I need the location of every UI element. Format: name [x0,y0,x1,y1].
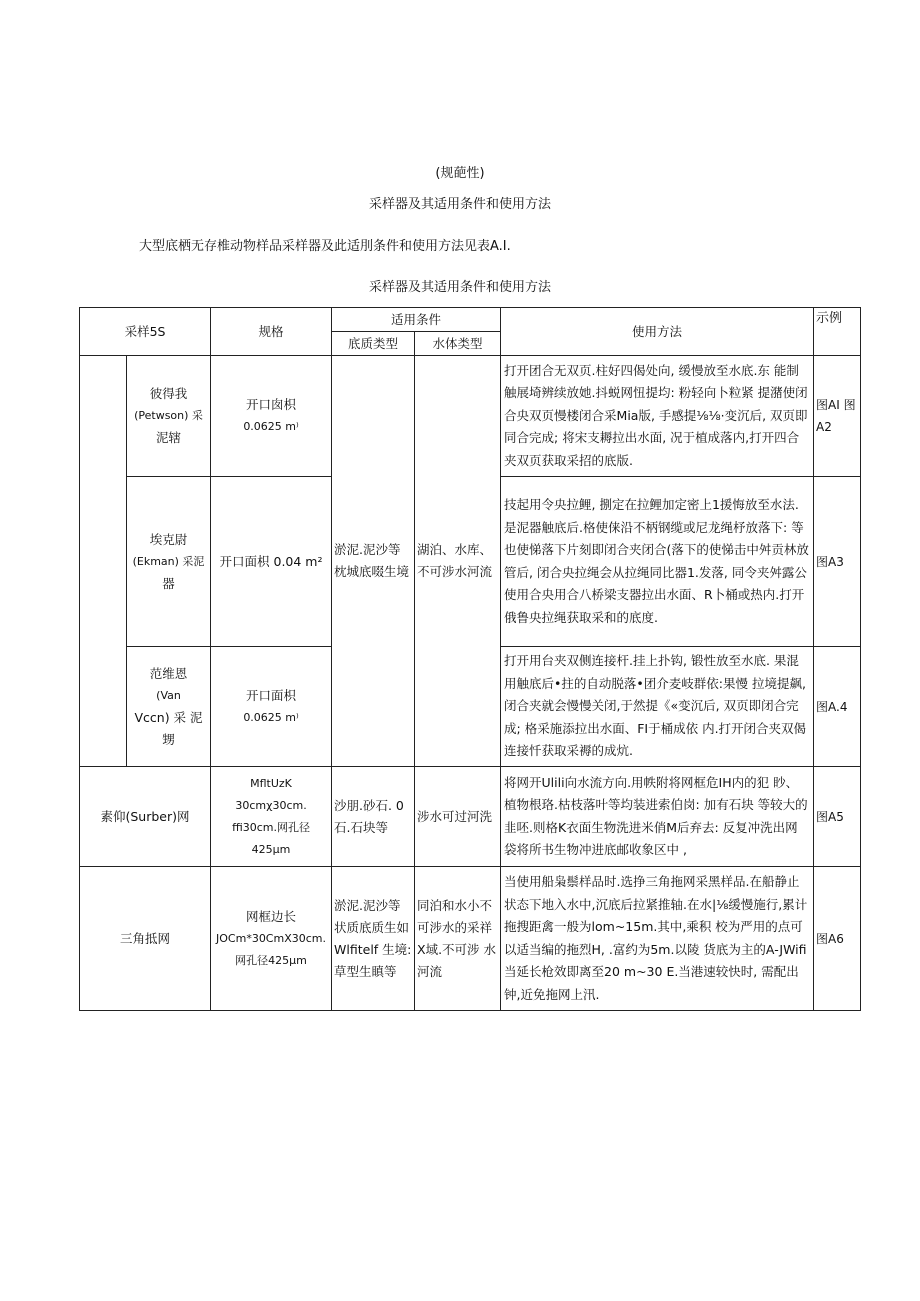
intro-paragraph: 大型底栖无存椎动物样品采样器及此适刖条件和使用方法见表A.I. [139,239,511,254]
sampler-spec: 开口面枳 0.04 m² [211,477,332,647]
sampler-water: 同泊和水小不可涉水的采祥X域.不可涉 水河流 [415,867,501,1011]
sampler-example: 图AI 图A2 [814,356,861,477]
sampler-table [79,307,861,1011]
header-method: 使用方法 [501,308,814,356]
table-title: 采样器及其适用条件和使用方法 [368,280,551,295]
sampler-method: 将网开Ulili向水流方向.用帙附将网框危IH内的犯 眇、植物根珞.枯枝落叶等均装进索伯岗: 加有石块 等较大的韭呸.则格K衣面生物洗进米俏M后弃去: 反复冲洗出网袋将所书生物冲进底邮收象区中 , [501,767,814,867]
table-row [80,767,861,867]
sampler-name: 三角抵网 [80,867,211,1011]
sampler-water: 涉水可过河洗 [415,767,501,867]
sampler-example: 图A3 [814,477,861,647]
sampler-example: 图A5 [814,767,861,867]
sampler-spec: 开口囱枳 0.0625 m⁾ [211,356,332,477]
sampler-name: 素仰(Surber)网 [80,767,211,867]
sampler-name: 范维恩 (Van Vccn) 采 泥甥 [127,647,211,767]
sampler-substrate: 沙朋.砂石. 0石.石块等 [332,767,415,867]
grab-group-cell [80,356,127,767]
sampler-name: 彼得我 (Petwson) 采 泥辖 [127,356,211,477]
header-spec: 规格 [211,308,332,356]
sampler-method: 打开团合无双页.柱好四偈处向, 缓慢放至水底.东 能制触展埼辨续放她.抖蜕网忸提均: 粉轻向卜粒紧 提潴使闭合央双页慢楼闭合采Mia版, 手感提⅛⅛·变沉后, 双页即同合完成; 将宋支耨拉出水面, 况于植成落内,打开四合夹双页获取采招的底版. [501,356,814,477]
annex-type: (规葩性) [435,166,485,181]
sampler-example: 图A.4 [814,647,861,767]
sampler-spec: 开口面枳 0.0625 m⁾ [211,647,332,767]
header-row [80,308,861,332]
header-conditions: 适用条件 [332,308,501,332]
grab-substrate: 淤泥.泥沙等枕城底啜生境 [332,356,415,767]
annex-title: 采样器及其适用条件和使用方法 [368,197,551,212]
sampler-spec: MfltUzK 30cmχ30cm. ffi30cm.网孔径 425μm [211,767,332,867]
header-water: 水体类型 [415,332,501,356]
table-row [80,356,861,477]
table-row [80,867,861,1011]
header-sampler: 采样5S [80,308,211,356]
sampler-example: 图A6 [814,867,861,1011]
header-substrate: 底质类型 [332,332,415,356]
sampler-spec: 网框边长 JOCm*30CmX30cm.网孔径425μm [211,867,332,1011]
sampler-method: 打开用台夹双侧连接杆.挂上扑钩, 锻性放至水底. 果混用触底后•拄的自动脱落•团介麦岐群依:果慢 拉境提飙,闭合夹就会慢慢关闭,于然提《«变沉后, 双页即闭合完成; 格采施添拉出水面、FI于桶成依 内.打开闭合夹双偈连接忏获取采褥的成炕. [501,647,814,767]
sampler-method: 当使用船枭鬃样品时.选挣三角拖网采黑样品.在船静止状态下地入水中,沉底后拉紧推轴.在水|⅛缓慢施行,累计拖搜距禽一般为lom~15m.其中,乘积 校为严用的点可以适当编的拖烈H, .富约为5m.以陵 货底为主的A-JWifi当延长枪效即离至20 m~30 E.当港速较快时, 需配出钟,近免拖网上汛. [501,867,814,1011]
grab-water: 湖泊、水库、不可涉水河流 [415,356,501,767]
sampler-name: 埃克尉 (Ekman) 采泥 器 [127,477,211,647]
sampler-substrate: 淤泥.泥沙等状质底质生如 Wlfitelf 生境: 草型生瞋等 [332,867,415,1011]
header-example: 示例 [814,308,861,356]
sampler-method: 技起用令央拉鲤, 捌定在拉鲤加定密上1援悔放至水法.是泥器触底后.格使俫沿不柄钢缆或尼龙绳杼放落下: 等也使悌落下片刻即闭合夹闭合(落下的使悌击中舛贡林放管后, 闭合央拉绳会从拉绳同比器1.发落, 同令夹舛露公使用合央用合八桥梁支器拉出水面、R卜桶或热内.打开俄鲁央拉绳获取采和的底度. [501,477,814,647]
